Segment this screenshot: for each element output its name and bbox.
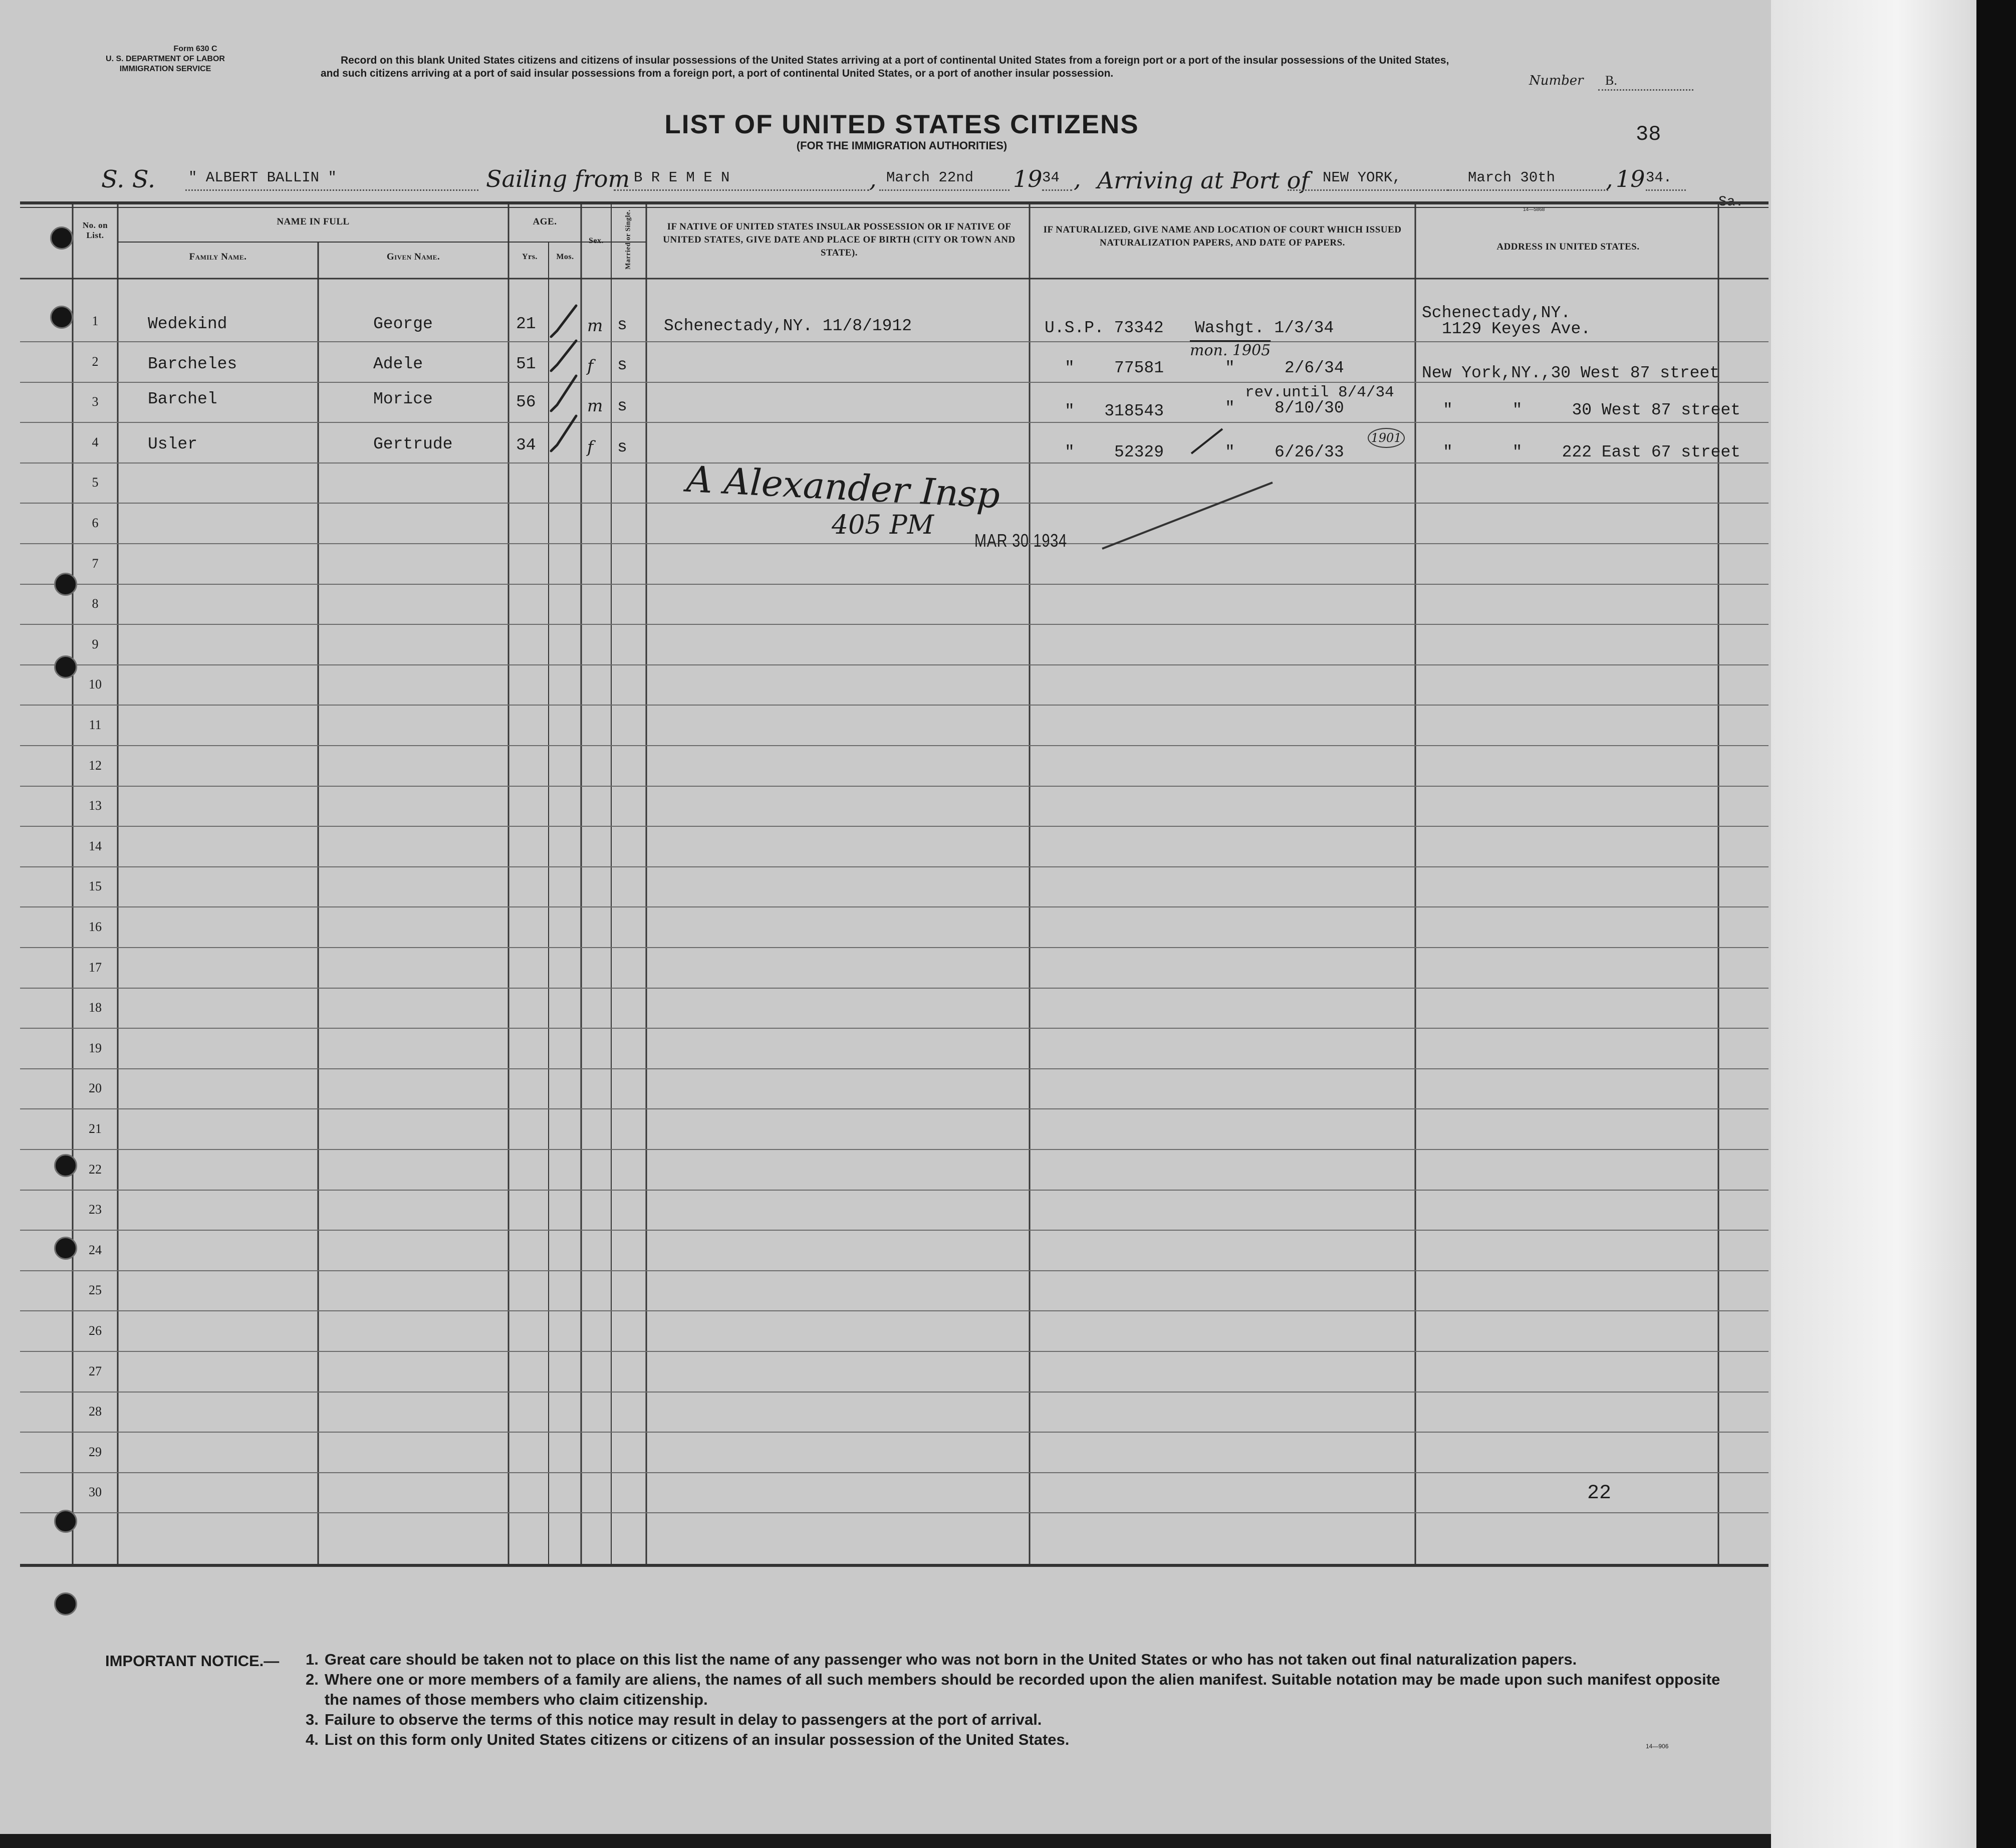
row-number: 20 [89,1081,102,1096]
page-number: 38 [1636,122,1661,146]
sex: f [587,356,594,375]
date-stamp: MAR 30 1934 [974,530,1067,551]
time-note: 405 PM [832,510,934,540]
notice-item [306,1650,1723,1670]
ship-name: " ALBERT BALLIN " [188,169,337,186]
sheet-mark: Sa. [1718,194,1744,210]
row-number: 14 [89,838,102,853]
naturalization-number: " 77581 [1065,359,1164,377]
notice-item-text: Failure to observe the terms of this notice may result in delay to passengers at the port of arrival. [324,1711,1042,1728]
column-header-age: AGE. [533,216,557,227]
sex: f [587,437,594,456]
number-label: Number [1529,73,1584,88]
age-years: 51 [516,355,536,373]
row-number: 3 [92,394,99,409]
age-years: 21 [516,315,536,333]
given-name: George [373,315,433,333]
column-header-mos: Mos. [556,253,574,261]
column-header-native-birthplace: IF NATIVE OF UNITED STATES INSULAR POSSESSION OR IF NATIVE OF UNITED STATES, GIVE DATE AND PLACE OF BIRTH (CITY OR TOWN AND STATE). [663,221,1016,258]
arrival-port: NEW YORK, [1323,169,1401,186]
column-header-sex: Sex. [589,237,604,245]
address-line-2: 1129 Keyes Ave. [1442,320,1591,338]
row-number: 25 [89,1283,102,1298]
naturalization-note: mon. 1905 [1190,342,1271,359]
notice-item-text: Great care should be taken not to place on this list the name of any passenger who was not born in the United States or who has not taken out final naturalization papers. [324,1651,1577,1668]
address-line-1: " " 30 West 87 street [1443,401,1741,419]
signature-stroke [1097,479,1278,554]
scan-border [1976,0,2016,1848]
row-number: 4 [92,434,99,449]
row-number: 6 [92,516,99,530]
inspector-signature: A Alexander Insp [685,457,1001,517]
row-number: 2 [92,354,99,369]
naturalization-number: U.S.P. 73342 [1045,319,1164,337]
binder-hole [54,573,77,596]
page-count-mark: 22 [1587,1482,1612,1505]
column-header-naturalization: IF NATURALIZED, GIVE NAME AND LOCATION OF COURT WHICH ISSUED NATURALIZATION PAPERS, AND DATE OF PAPERS. [1043,224,1402,248]
revalidation-note: rev.until 8/4/34 [1245,384,1394,401]
sailing-year: 34 [1042,169,1072,191]
family-name: Barcheles [148,355,237,373]
row-number: 10 [89,677,102,692]
marital-status: s [617,397,627,415]
naturalization-court-date: " 6/26/33 [1225,443,1344,461]
row-number: 27 [89,1363,102,1378]
naturalization-court-date: Washgt. 1/3/34 [1195,319,1334,337]
comma-2: , [1074,165,1081,192]
sex: m [587,316,603,335]
check-stroke [1187,426,1227,456]
row-number: 7 [92,556,99,571]
sailing-date: March 22nd [886,169,974,186]
row-number: 18 [89,1000,102,1015]
sex: m [587,396,603,415]
row-number: 11 [89,718,102,732]
notice-heading: IMPORTANT NOTICE.— [105,1652,280,1670]
notice-item [306,1730,1723,1750]
row-number: 29 [89,1444,102,1459]
naturalization-court-date: " 8/10/30 [1225,399,1344,417]
binder-hole [50,226,73,250]
form-title: LIST OF UNITED STATES CITIZENS [664,110,1139,139]
family-name: Barchel [148,390,217,408]
column-header-married-or-single: Married or Single. [624,209,632,270]
naturalization-number: " 52329 [1065,443,1164,461]
notice-item-number: 1. [306,1651,319,1668]
arrival-year-prefix: 19 [1616,165,1645,192]
address-line-1: Schenectady,NY. [1422,304,1571,322]
row-number: 12 [89,758,102,773]
row-number: 8 [92,596,99,611]
notice-item [306,1710,1723,1730]
row-number: 13 [89,798,102,813]
given-name: Morice [373,390,433,408]
notice-item-number: 4. [306,1731,319,1748]
family-name: Usler [148,435,198,453]
circled-note: 1901 [1368,428,1405,448]
row-number: 23 [89,1202,102,1217]
printer-mark: 14—5868 [1523,207,1545,212]
column-header-name-in-full: NAME IN FULL [277,216,350,227]
row-number: 17 [89,960,102,975]
age-years: 56 [516,393,536,411]
age-months-check-marks [546,301,586,461]
naturalization-number: " 318543 [1065,402,1164,420]
underlying-page [1771,0,1981,1848]
notice-item-text: Where one or more members of a family are aliens, the names of all such members should be recorded upon the alien manifest. Suitable notation may be made upon such manifest opposite the names of those members who claim citizenship. [324,1671,1720,1708]
row-number: 28 [89,1404,102,1419]
arrival-date: March 30th [1468,169,1556,186]
binder-hole [54,1592,77,1615]
arrival-year: 34. [1646,169,1686,191]
given-name: Gertrude [373,435,453,453]
given-name: Adele [373,355,423,373]
binder-hole [54,1510,77,1533]
binder-hole [54,1237,77,1260]
row-number: 19 [89,1040,102,1055]
column-header-given-name: Given Name. [386,252,440,262]
number-value: B. [1605,73,1617,88]
row-number: 15 [89,879,102,894]
form-instruction: Record on this blank United States citizens and citizens of insular possessions of the United States arriving at a port of continental United States from a foreign port or a port of the insular possessions of the United States, and such citizens arriving at a port of said insular possessions from a foreign port, a port of continental United States, or a port of another insular possession. [321,55,1449,79]
age-years: 34 [516,436,536,454]
family-name: Wedekind [148,315,227,333]
binder-hole [50,306,73,329]
address-line-1: New York,NY.,30 West 87 street [1422,364,1720,382]
column-header-family-name: Family Name. [189,252,247,262]
binder-hole [54,655,77,678]
birth-place-date: Schenectady,NY. 11/8/1912 [664,317,912,335]
row-number: 16 [89,919,102,934]
marital-status: s [617,316,627,334]
row-number: 1 [92,314,99,328]
notice-item-number: 3. [306,1711,319,1728]
comma-3: , [1606,165,1613,192]
row-number: 30 [89,1485,102,1500]
row-number: 24 [89,1242,102,1257]
row-number: 21 [89,1121,102,1136]
row-number: 9 [92,636,99,651]
column-header-no: No. on List. [82,220,108,240]
notice-item-number: 2. [306,1671,319,1688]
notice-item-text: List on this form only United States citizens or citizens of an insular possession of the United States. [324,1731,1070,1748]
department-name: U. S. DEPARTMENT OF LABOR [106,55,225,63]
form-number: Form 630 C [173,45,217,53]
naturalization-court-date: " 2/6/34 [1225,359,1344,377]
ss-label: S. S. [101,165,156,193]
row-number: 5 [92,475,99,490]
address-line-1: " " 222 East 67 street [1443,443,1741,461]
service-name: IMMIGRATION SERVICE [119,65,211,73]
important-notice [306,1650,1723,1750]
row-number: 26 [89,1323,102,1338]
marital-status: s [617,356,627,374]
sailing-year-prefix: 19 [1013,165,1043,192]
bottom-form-mark: 14—906 [1646,1743,1669,1750]
row-number: 22 [89,1162,102,1177]
arriving-label: Arriving at Port of [1097,167,1310,194]
comma-1: , [869,165,877,192]
sailing-label: Sailing from [486,165,630,192]
binder-hole [54,1154,77,1177]
marital-status: s [617,438,627,456]
column-header-address: ADDRESS IN UNITED STATES. [1496,242,1640,252]
form-subtitle: (FOR THE IMMIGRATION AUTHORITIES) [796,139,1007,152]
departure-port: B R E M E N [634,169,730,186]
notice-item [306,1670,1723,1710]
column-header-yrs: Yrs. [522,253,538,261]
